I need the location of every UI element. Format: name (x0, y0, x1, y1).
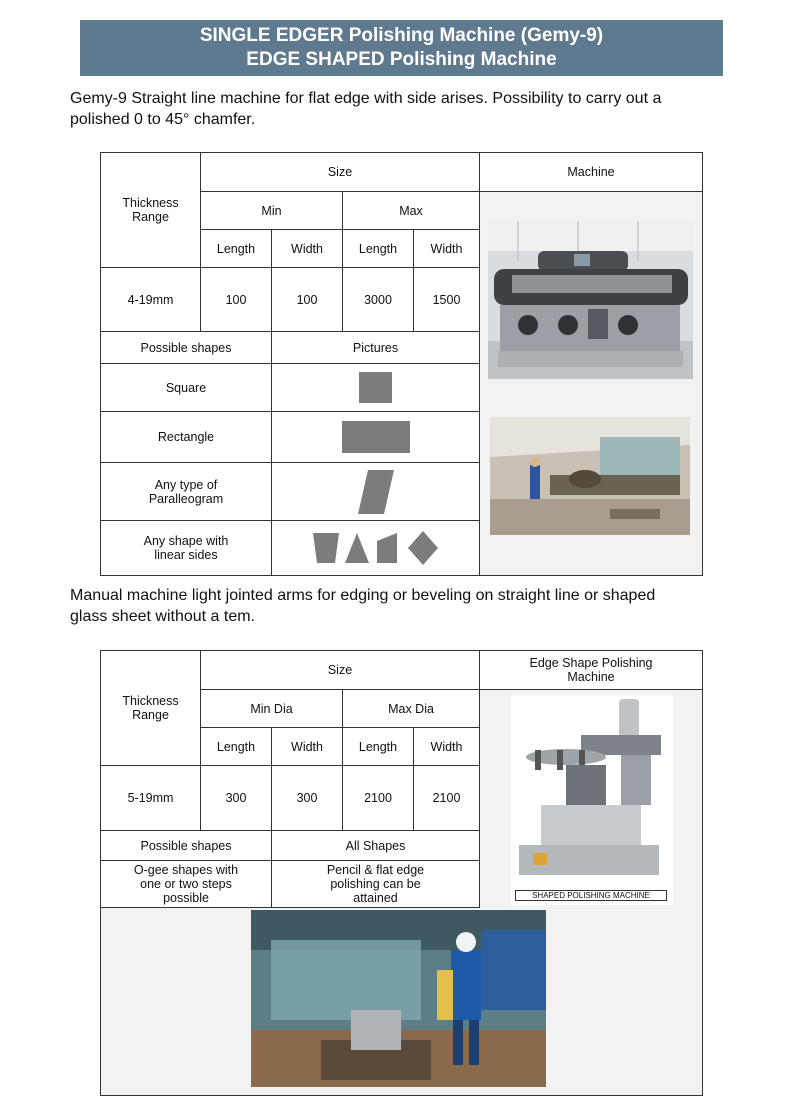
max-length-cell (342, 765, 414, 831)
manual-line-2: glass sheet without a tem. (70, 608, 255, 625)
gemy9-factory-photo (490, 417, 690, 535)
intro-line-2: polished 0 to 45° chamfer. (70, 111, 256, 128)
min-length-header (200, 229, 272, 268)
intro-line-1: Gemy-9 Straight line machine for flat edge with side arises. Possibility to carry out a (70, 90, 662, 107)
shape-name-rectangle: Rectangle (157, 430, 215, 444)
max-dia-header (342, 689, 480, 728)
trapezoid-shape (313, 533, 339, 563)
length-label: Length (358, 241, 398, 256)
shape-name-linear: Any shape with linear sides (143, 534, 229, 562)
size-header (200, 152, 480, 192)
max-length-header (342, 229, 414, 268)
max-length-header (342, 727, 414, 766)
thickness-value-cell (100, 765, 201, 831)
quadrilateral-shape (377, 533, 397, 563)
size-header (200, 650, 480, 690)
linear-shapes-icons (311, 529, 441, 567)
max-header (342, 191, 480, 230)
title-banner (80, 20, 723, 76)
manual-paragraph (70, 585, 760, 627)
length-label: Length (216, 241, 256, 256)
min-length-cell (200, 765, 272, 831)
min-dia-header (200, 689, 343, 728)
gemy9-machine-photo (488, 221, 693, 379)
machine-header (479, 152, 703, 192)
triangle-shape (345, 533, 369, 563)
machine-label: Edge Shape Polishing Machine (529, 656, 653, 684)
shape-picture-cell (271, 462, 480, 521)
width-label: Width (430, 739, 463, 754)
thickness-range-header (100, 152, 201, 268)
parallelogram-shape (356, 470, 396, 514)
possible-shapes-header (100, 331, 272, 364)
min-width-value: 300 (296, 791, 318, 805)
operator-photo (251, 910, 546, 1087)
min-length-value: 300 (225, 791, 247, 805)
thickness-value: 4-19mm (127, 292, 174, 307)
max-length-value: 3000 (364, 292, 392, 307)
thickness-range-label: Thickness Range (122, 196, 179, 224)
all-shapes-cell (271, 830, 480, 861)
max-length-value: 2100 (364, 791, 392, 805)
max-width-value: 1500 (432, 292, 461, 307)
max-width-cell (413, 267, 480, 332)
length-label: Length (358, 739, 398, 754)
machine-header (479, 650, 703, 690)
min-label: Min (261, 203, 282, 218)
thickness-value-cell (100, 267, 201, 332)
possible-shapes-label: Possible shapes (140, 838, 232, 853)
edge-shape-machine-photo (511, 695, 673, 905)
max-width-cell (413, 765, 480, 831)
shape-name-cell (100, 411, 272, 463)
shape-picture-cell (271, 363, 480, 412)
shape-name-cell (100, 363, 272, 412)
machine-label: Machine (567, 165, 615, 179)
possible-shapes-label: Possible shapes (140, 340, 232, 355)
min-length-header (200, 727, 272, 766)
title-line-2: EDGE SHAPED Polishing Machine (246, 49, 557, 70)
min-width-header (271, 229, 343, 268)
max-dia-label: Max Dia (388, 701, 434, 716)
length-label: Length (216, 739, 256, 754)
intro-paragraph (70, 88, 750, 130)
manual-line-1: Manual machine light jointed arms for edging or beveling on straight line or shaped (70, 587, 656, 604)
diamond-shape (408, 531, 438, 565)
min-length-value: 100 (225, 292, 247, 307)
max-width-header (413, 727, 480, 766)
rectangle-shape (342, 421, 410, 453)
min-width-cell (271, 267, 343, 332)
shape-picture-cell (271, 411, 480, 463)
min-width-value: 100 (296, 292, 318, 307)
width-label: Width (291, 241, 323, 256)
size-label: Size (327, 165, 353, 179)
title-line-1: SINGLE EDGER Polishing Machine (Gemy-9) (199, 25, 604, 46)
min-length-cell (200, 267, 272, 332)
thickness-range-header (100, 650, 201, 766)
photo-caption: SHAPED POLISHING MACHINE (515, 890, 667, 901)
possible-shapes-header (100, 830, 272, 861)
width-label: Width (430, 241, 463, 256)
thickness-value: 5-19mm (127, 791, 174, 805)
size-label: Size (327, 663, 353, 677)
shape-name-square: Square (165, 380, 207, 395)
max-width-value: 2100 (432, 791, 461, 805)
max-width-header (413, 229, 480, 268)
ogee-label: O-gee shapes with one or two steps possible (133, 863, 239, 905)
shape-name-parallelogram: Any type of Paralleogram (148, 477, 224, 506)
pictures-label: Pictures (352, 340, 399, 355)
pictures-header (271, 331, 480, 364)
min-width-cell (271, 765, 343, 831)
shape-name-cell (100, 462, 272, 521)
ogee-cell (100, 860, 272, 908)
min-dia-label: Min Dia (250, 701, 293, 716)
min-header (200, 191, 343, 230)
thickness-range-label: Thickness Range (122, 694, 179, 722)
max-label: Max (399, 203, 423, 218)
pencil-edge-cell (271, 860, 480, 908)
shape-name-cell (100, 520, 272, 576)
pencil-edge-label: Pencil & flat edge polishing can be attained (326, 863, 425, 905)
square-shape (359, 372, 392, 403)
all-shapes-label: All Shapes (345, 838, 406, 853)
width-label: Width (291, 739, 323, 754)
min-width-header (271, 727, 343, 766)
shape-picture-cell (271, 520, 480, 576)
max-length-cell (342, 267, 414, 332)
